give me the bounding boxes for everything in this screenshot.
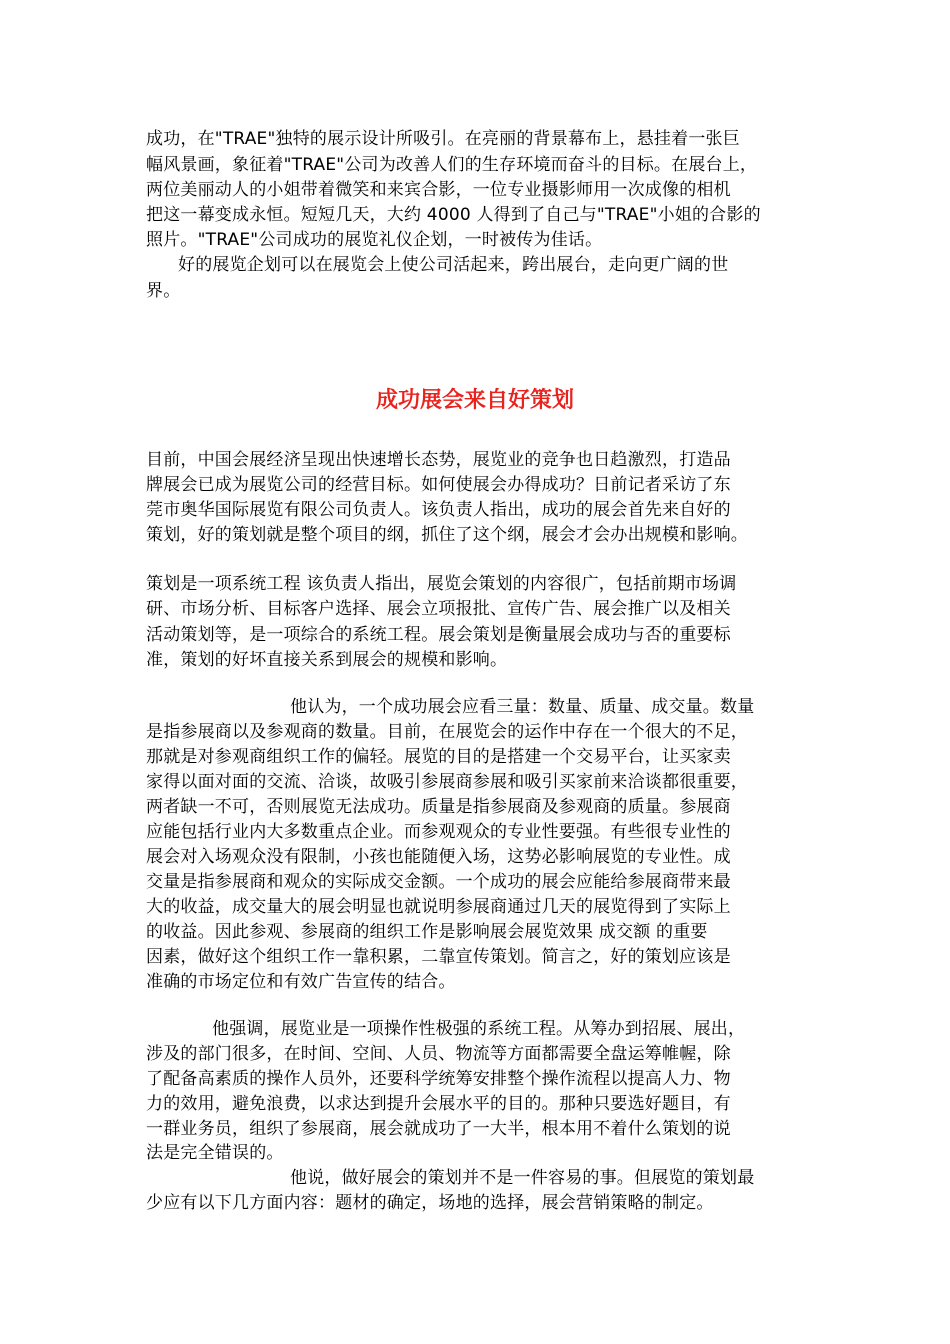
text-line: 那就是对参观商组织工作的偏轻。展览的目的是搭建一个交易平台，让买家卖 [146,747,731,767]
text-line: 牌展会已成为展览公司的经营目标。如何使展会办得成功？日前记者采访了东 [146,475,731,495]
text-line: 力的效用，避免浪费，以求达到提升会展水平的目的。那种只要选好题目，有 [146,1094,731,1114]
text-line: 莞市奥华国际展览有限公司负责人。该负责人指出，成功的展会首先来自好的 [146,500,731,520]
text-line: 策划，好的策划就是整个项目的纲，抓住了这个纲，展会才会办出规模和影响。 [146,525,748,545]
text-line: 活动策划等，是一项综合的系统工程。展会策划是衡量展会成功与否的重要标 [146,625,731,645]
text-line: 少应有以下几方面内容：题材的确定，场地的选择，展会营销策略的制定。 [146,1193,714,1213]
text-line: 涉及的部门很多，在时间、空间、人员、物流等方面都需要全盘运筹帷幄，除 [146,1044,731,1064]
text-line: 幅风景画，象征着"TRAE"公司为改善人们的生存环境而奋斗的目标。在展台上， [146,155,758,175]
text-line: 两位美丽动人的小姐带着微笑和来宾合影，一位专业摄影师用一次成像的相机 [146,180,731,200]
text-line: 展会对入场观众没有限制，小孩也能随便入场，这势必影响展览的专业性。成 [146,847,731,867]
text-line: 因素，做好这个组织工作一靠积累，二靠宣传策划。简言之，好的策划应该是 [146,947,731,967]
text-line: 目前，中国会展经济呈现出快速增长态势，展览业的竞争也日趋激烈，打造品 [146,450,731,470]
text-line: 家得以面对面的交流、洽谈，故吸引参展商参展和吸引买家前来洽谈都很重要， [146,772,748,792]
text-line: 准，策划的好坏直接关系到展会的规模和影响。 [146,650,508,670]
text-line: 一群业务员，组织了参展商，展会就成功了一大半，根本用不着什么策划的说 [146,1119,731,1139]
text-line: 好的展览企划可以在展览会上使公司活起来，跨出展台，走向更广阔的世 [178,255,729,275]
text-line: 交量是指参展商和观众的实际成交金额。一个成功的展会应能给参展商带来最 [146,872,731,892]
text-line: 研、市场分析、目标客户选择、展会立项报批、宣传广告、展会推广以及相关 [146,599,731,619]
text-line: 的收益。因此参观、参展商的组织工作是影响展会展览效果 成交额 的重要 [146,922,708,942]
text-line: 法是完全错误的。 [146,1143,284,1163]
text-line: 照片。"TRAE"公司成功的展览礼仪企划，一时被传为佳话。 [146,230,603,250]
text-line: 他认为，一个成功展会应看三量：数量、质量、成交量。数量 [290,697,755,717]
text-line: 大的收益，成交量大的展会明显也就说明参展商通过几天的展览得到了实际上 [146,897,731,917]
section-title: 成功展会来自好策划 [375,388,574,413]
text-line: 是指参展商以及参观商的数量。目前，在展览会的运作中存在一个很大的不足， [146,722,748,742]
text-line: 他说，做好展会的策划并不是一件容易的事。但展览的策划最 [290,1168,755,1188]
text-line: 应能包括行业内大多数重点企业。而参观观众的专业性要强。有些很专业性的 [146,822,731,842]
text-line: 成功，在"TRAE"独特的展示设计所吸引。在亮丽的背景幕布上，悬挂着一张巨 [146,129,740,149]
text-line: 策划是一项系统工程 该负责人指出，展览会策划的内容很广，包括前期市场调 [146,574,737,594]
text-line: 界。 [146,281,181,301]
text-line: 了配备高素质的操作人员外，还要科学统筹安排整个操作流程以提高人力、物 [146,1069,731,1089]
text-line: 他强调，展览业是一项操作性极强的系统工程。从筹办到招展、展出， [212,1019,746,1039]
text-line: 两者缺一不可，否则展览无法成功。质量是指参展商及参观商的质量。参展商 [146,797,731,817]
text-line: 准确的市场定位和有效广告宣传的结合。 [146,972,456,992]
text-line: 把这一幕变成永恒。短短几天，大约 4000 人得到了自己与"TRAE"小姐的合影的 [146,205,761,225]
